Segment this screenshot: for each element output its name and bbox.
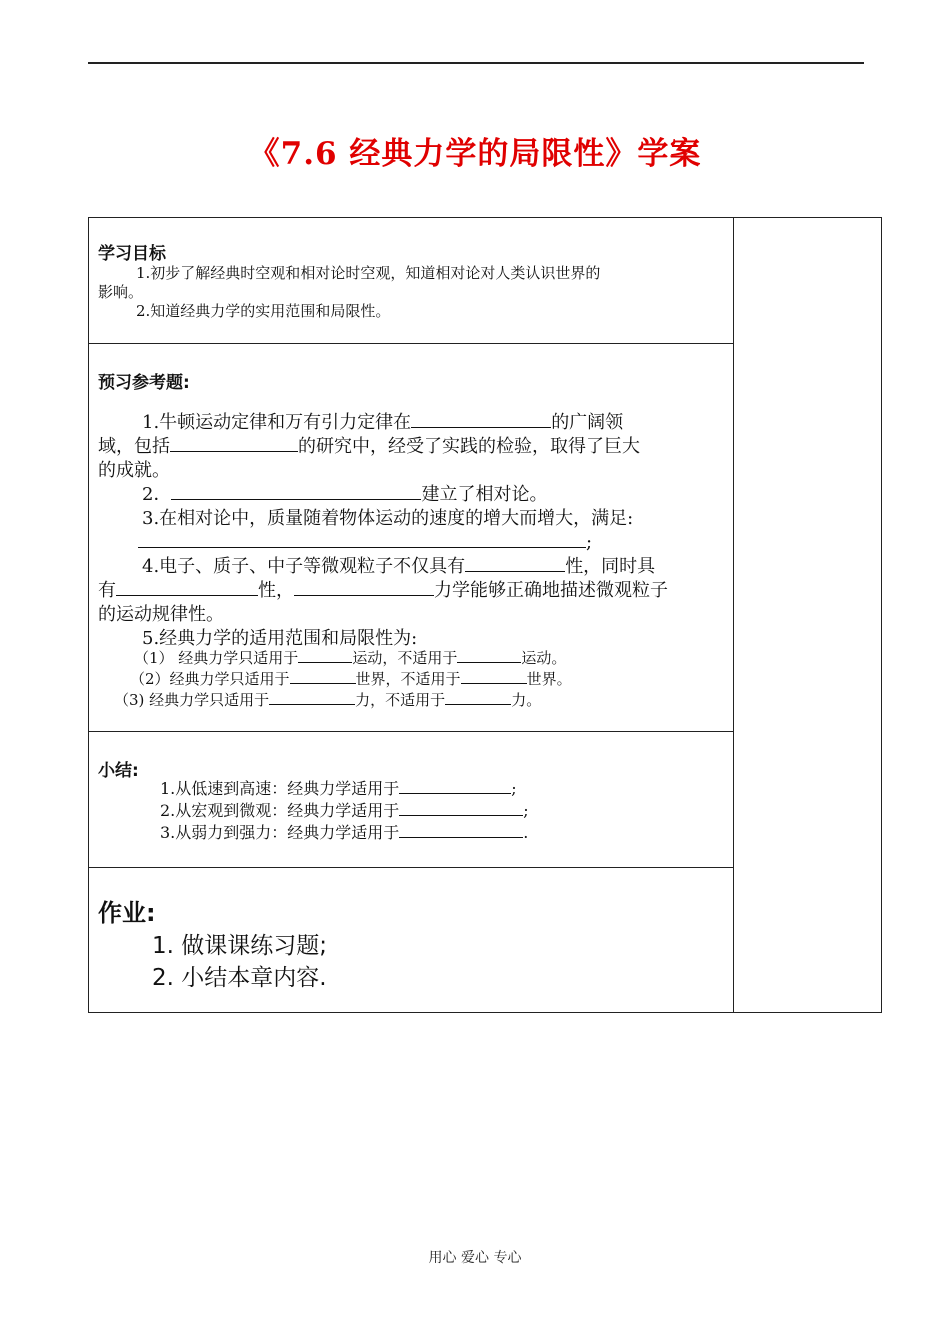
preview-section [98, 368, 726, 393]
answer-blank[interactable] [411, 411, 551, 428]
side-column-divider [733, 217, 734, 1013]
question-1-end: 的成就。 [98, 460, 170, 481]
homework-item-2: 2. 小结本章内容. [152, 965, 327, 991]
question-5-part-2: （2）经典力学只适用于 世界，不适用于 世界。 [130, 670, 572, 688]
homework-item-1: 1. 做课课练习题; [152, 933, 328, 959]
goal-item-1: 1.初步了解经典时空观和相对论时空观，知道相对论对人类认识世界的 [136, 264, 601, 282]
answer-blank[interactable] [445, 690, 511, 705]
summary-item-2: 2.从宏观到微观：经典力学适用于 ; [160, 801, 529, 820]
question-5-part-1: （1） 经典力学只适用于 运动，不适用于 运动。 [134, 649, 567, 667]
question-1-cont: 域，包括 的研究中，经受了实践的检验，取得了巨大 [98, 436, 640, 457]
answer-blank[interactable] [457, 648, 521, 663]
question-3-answer: ; [98, 531, 726, 555]
answer-blank[interactable] [298, 648, 352, 663]
row-divider [88, 731, 734, 732]
summary-items [98, 778, 726, 844]
answer-blank[interactable] [269, 690, 355, 705]
summary-item-1: 1.从低速到高速：经典力学适用于 ; [160, 779, 517, 798]
summary-heading: 小结: [98, 761, 139, 781]
answer-blank[interactable] [461, 669, 527, 684]
answer-blank[interactable] [170, 435, 298, 452]
goal-item-2: 2.知道经典力学的实用范围和局限性。 [136, 302, 391, 320]
summary-item-3: 3.从弱力到强力：经典力学适用于 . [160, 823, 529, 842]
question-4-end: 的运动规律性。 [98, 604, 224, 625]
question-1: 1.牛顿运动定律和万有引力定律在 的广阔领 [142, 412, 624, 433]
goal-item-1-cont: 影响。 [98, 283, 144, 301]
question-5-parts [98, 648, 726, 711]
goals-heading: 学习目标 [98, 244, 166, 264]
question-5-part-3: （3) 经典力学只适用于 力，不适用于 力。 [114, 691, 542, 709]
question-3: 3.在相对论中，质量随着物体运动的速度的增大而增大，满足: [142, 508, 634, 529]
answer-blank[interactable] [294, 579, 434, 596]
question-4-cont: 有 性， 力学能够正确地描述微观粒子 [98, 580, 668, 601]
answer-blank[interactable] [290, 669, 356, 684]
question-4: 4.电子、质子、中子等微观粒子不仅具有 性，同时具 [142, 556, 656, 577]
answer-blank[interactable] [116, 579, 258, 596]
homework-heading: 作业: [98, 899, 156, 927]
homework-section [98, 893, 726, 994]
question-5: 5.经典力学的适用范围和局限性为: [142, 628, 418, 649]
preview-heading: 预习参考题: [98, 373, 190, 393]
page-title: 《7.6 经典力学的局限性》学案 [248, 136, 702, 172]
answer-blank[interactable] [171, 483, 421, 500]
answer-blank[interactable] [399, 823, 523, 838]
preview-questions [98, 411, 726, 651]
row-divider [88, 343, 734, 344]
goals-section [98, 239, 726, 321]
answer-blank[interactable] [399, 801, 523, 816]
row-divider [88, 867, 734, 868]
answer-blank[interactable] [465, 555, 565, 572]
answer-blank[interactable] [399, 779, 511, 794]
header-rule [88, 62, 864, 64]
page-footer: 用心 爱心 专心 [428, 1250, 522, 1266]
question-2: 2． 建立了相对论。 [142, 484, 548, 505]
answer-blank[interactable] [138, 531, 586, 548]
